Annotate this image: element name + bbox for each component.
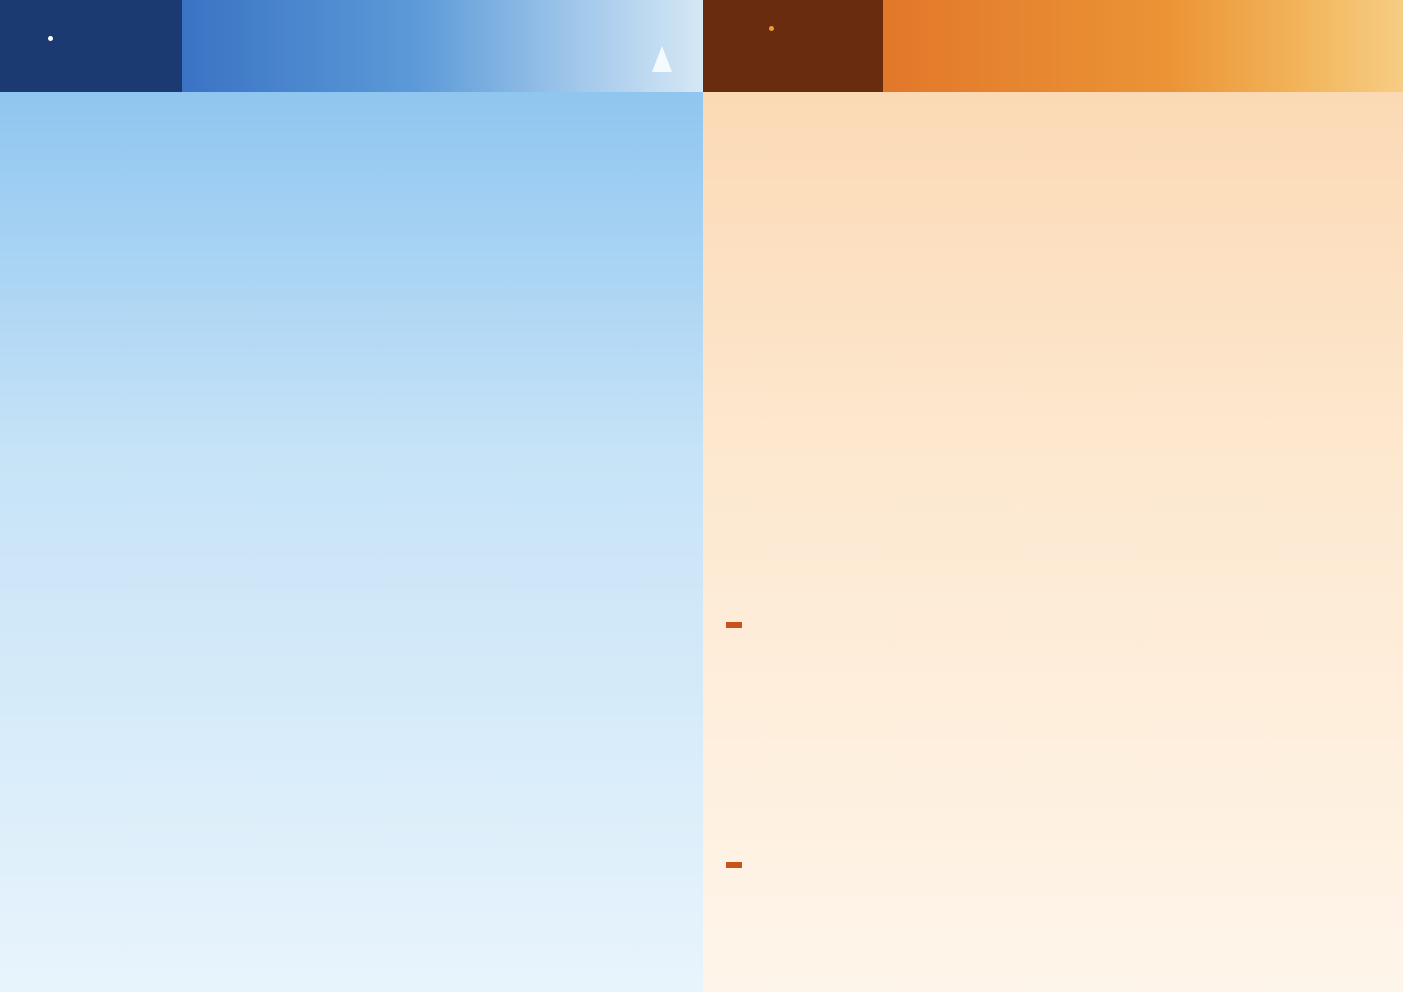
dot-icon <box>48 36 53 41</box>
offering-tag <box>726 862 742 868</box>
worship-header-banner <box>883 0 1403 92</box>
schedule-tag <box>726 622 742 628</box>
worship-panel <box>703 92 1403 992</box>
column-panel <box>0 92 703 992</box>
dot-icon <box>769 26 774 31</box>
worship-header-label <box>703 0 883 92</box>
sailboat-icon <box>652 46 672 72</box>
column-header-banner <box>182 0 703 92</box>
column-header-label <box>0 0 182 92</box>
